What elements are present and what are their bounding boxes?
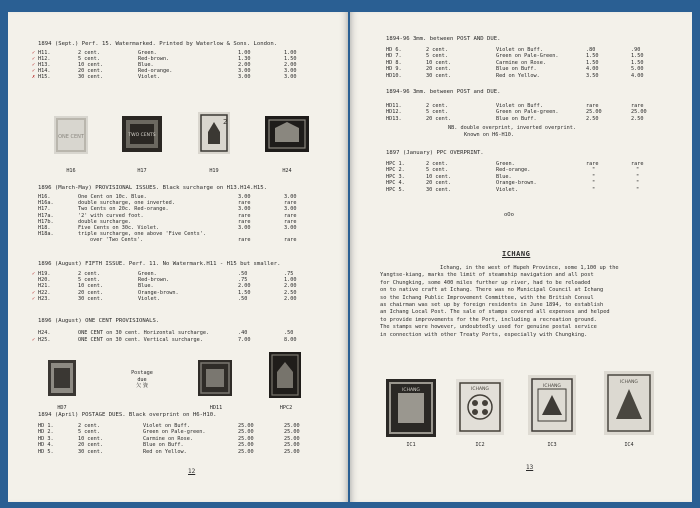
catalogue-number: HD 3.	[38, 435, 54, 442]
catalogue-number: HD 1.	[38, 423, 54, 429]
catalogue-number: HD13.	[386, 115, 402, 122]
catalogue-number: H17a.	[38, 212, 54, 219]
section-title: 1897 (January) PPC OVERPRINT.	[386, 150, 484, 156]
catalogue-number: HD 9.	[386, 66, 402, 73]
stamp-image	[122, 116, 162, 152]
table-row	[386, 174, 670, 180]
price-mint: 1.50	[238, 289, 251, 296]
price-mint: .40	[238, 330, 248, 336]
description: ONE CENT on 30 cent. Vertical surcharge.	[78, 337, 203, 343]
price-mint: .75	[238, 277, 248, 284]
price-used: 1.00	[284, 50, 297, 56]
price-mint: rare	[238, 212, 251, 219]
price-mint: 25.00	[586, 109, 602, 116]
price-used: rare	[284, 212, 297, 219]
price-mint: .80	[586, 47, 596, 53]
stamp-image	[48, 360, 76, 396]
denomination: 30 cent.	[78, 448, 103, 455]
paragraph-line: on to native craft at Ichang. There was no Municipal Council at Ichang	[380, 287, 604, 294]
denomination: 2 cent.	[426, 161, 448, 167]
catalogue-number: H16a.	[38, 200, 54, 207]
price-mint: "	[592, 180, 596, 187]
catalogue-number: HPC 1.	[386, 161, 405, 167]
catalogue-number: H16.	[38, 194, 51, 200]
section-post-and-due-2	[386, 89, 670, 138]
price-used: 8.00	[284, 337, 297, 343]
price-used: 4.00	[631, 72, 644, 79]
section-one-cent-provisionals	[32, 318, 326, 343]
price-used: 1.50	[284, 56, 297, 62]
section-post-and-due	[386, 36, 670, 79]
catalogue-number: H14.	[38, 68, 51, 74]
section-ppc-overprint	[386, 150, 670, 193]
price-used: 3.00	[284, 206, 297, 213]
catalogue-number: H15.	[38, 74, 51, 80]
colour-description: Blue on Buff.	[143, 442, 184, 449]
description: over 'Two Cents'.	[90, 237, 144, 244]
page-number: 12	[188, 468, 196, 475]
svg-text:ONE CENT: ONE CENT	[58, 134, 84, 140]
cross-mark-icon: ✗	[32, 74, 36, 80]
colour-description: Violet.	[138, 74, 160, 80]
table-row	[38, 225, 326, 231]
price-used: .90	[631, 47, 641, 53]
table-row	[386, 103, 670, 109]
stamp-caption: IC4	[624, 442, 634, 448]
denomination: 5 cent.	[78, 429, 100, 436]
price-used: 25.00	[284, 423, 300, 429]
price-mint: 3.00	[238, 206, 251, 213]
table-row	[38, 277, 326, 283]
section-separator: oOo	[504, 212, 514, 218]
section-1894-watermarked	[32, 41, 326, 80]
colour-description: Green on Pale-Green.	[496, 53, 559, 60]
colour-description: Violet on Buff.	[496, 47, 543, 53]
price-used: 3.00	[284, 68, 297, 74]
colour-description: Red on Yellow.	[143, 448, 187, 455]
price-used: 3.00	[284, 225, 297, 231]
colour-description: Green on Pale-green.	[496, 109, 559, 116]
price-used: "	[636, 180, 640, 187]
catalogue-number: HD 7.	[386, 53, 402, 60]
check-mark-icon: ✓	[32, 56, 36, 62]
stamp-caption: HD7	[57, 405, 67, 411]
table-row	[386, 167, 670, 173]
catalogue-number: H18a.	[38, 231, 54, 238]
table-row	[38, 194, 326, 200]
denomination: 30 cent.	[78, 74, 103, 80]
table-row	[38, 213, 326, 219]
section-title: 1894 (Sept.) Perf. 15. Watermarked. Printed by Waterlow & Sons. London.	[38, 41, 278, 47]
catalogue-number: HPC 4.	[386, 180, 405, 187]
price-mint: 3.00	[238, 74, 251, 80]
price-mint: 3.00	[238, 68, 251, 74]
section-1896-fifth-issue	[32, 261, 326, 302]
description: '2' with curved foot.	[78, 212, 144, 219]
denomination: 2 cent.	[426, 103, 448, 109]
right-page	[350, 12, 692, 502]
section-title: 1894-96 3mm. between POST AND DUE.	[386, 36, 501, 42]
table-row	[386, 73, 670, 79]
denomination: 10 cent.	[78, 435, 103, 442]
denomination: 2 cent.	[426, 47, 448, 53]
price-used: rare	[284, 200, 297, 207]
table-row	[38, 237, 326, 243]
stamp-caption: IC3	[547, 442, 557, 448]
table-row	[386, 53, 670, 59]
table-row	[38, 231, 326, 237]
catalogue-number: H17.	[38, 206, 51, 213]
stamp-caption: IC2	[475, 442, 485, 448]
price-used: "	[636, 186, 640, 193]
price-used: 25.00	[284, 442, 300, 449]
table-row	[38, 442, 326, 448]
stamp-image	[604, 371, 654, 435]
price-used: 2.00	[284, 283, 297, 290]
denomination: 2 cent.	[78, 423, 100, 429]
catalogue-number: HD 4.	[38, 442, 54, 449]
denomination: 5 cent.	[426, 167, 448, 174]
table-row	[32, 271, 326, 277]
section-title: 1896 (August) FIFTH ISSUE. Perf. 11. No Watermark.H11 - H15 but smaller.	[38, 261, 281, 267]
description: triple surcharge, one above 'Five Cents'.	[78, 231, 207, 238]
stamp-caption: IC1	[406, 442, 416, 448]
svg-text:ICHANG: ICHANG	[543, 384, 561, 389]
check-mark-icon: ✓	[32, 337, 36, 343]
colour-description: Orange-brown.	[496, 180, 537, 187]
price-mint: rare	[238, 218, 251, 225]
price-used: 25.00	[631, 109, 647, 116]
note-line: Known on H6-H10.	[464, 132, 514, 138]
stamp-caption: HPC2	[279, 405, 293, 411]
paragraph-line: so the Ichang Public Improvement Committee, with the British Consul	[380, 294, 594, 301]
denomination: 2 cent.	[78, 50, 100, 56]
price-mint: 3.00	[238, 194, 251, 200]
catalogue-number: H11.	[38, 50, 51, 56]
check-mark-icon: ✓	[32, 50, 36, 56]
price-mint: 2.00	[238, 283, 251, 290]
paragraph-line: in connection with other Treaty Ports, especially with Chungking.	[380, 331, 588, 338]
table-row	[386, 66, 670, 72]
table-row	[38, 283, 326, 289]
svg-text:2: 2	[223, 118, 228, 126]
stamp-image	[54, 116, 88, 154]
catalogue-number: HD12.	[386, 109, 402, 116]
check-mark-icon: ✓	[32, 289, 36, 296]
colour-description: Violet.	[496, 186, 518, 193]
catalogue-number: H23.	[38, 295, 51, 302]
price-used: .75	[284, 271, 294, 277]
colour-description: Blue.	[138, 283, 154, 290]
price-mint: rare	[586, 103, 599, 109]
colour-description: Green.	[138, 50, 157, 56]
paragraph-line: for Chungking, some 400 miles further up river, had to be reloaded	[380, 279, 591, 286]
table-row	[386, 47, 670, 53]
description: ONE CENT on 30 cent. Horizontal surcharge.	[78, 330, 210, 336]
table-row	[38, 206, 326, 212]
table-row	[38, 219, 326, 225]
price-mint: 1.00	[238, 50, 251, 56]
table-row	[38, 330, 326, 336]
price-used: 25.00	[284, 435, 300, 442]
table-row	[32, 337, 326, 343]
paragraph-line: an Ichang Local Post. The sale of stamps covered all expenses and helped	[380, 309, 610, 316]
section-title: 1896 (August) ONE CENT PROVISIONALS.	[38, 318, 160, 324]
catalogue-number: HD 5.	[38, 448, 54, 455]
svg-text:ICHANG: ICHANG	[402, 388, 420, 393]
table-row	[38, 423, 326, 429]
price-used: rare	[284, 237, 297, 244]
price-mint: 25.00	[238, 429, 254, 436]
table-row	[38, 429, 326, 435]
description: One Cent on 10c. Blue.	[78, 194, 147, 200]
price-used: 1.00	[284, 277, 297, 284]
catalogue-number: HPC 3.	[386, 173, 405, 180]
price-mint: "	[592, 167, 596, 174]
price-mint: rare	[586, 161, 599, 167]
denomination: 5 cent.	[426, 109, 448, 116]
colour-description: Violet on Buff.	[143, 423, 190, 429]
stamp-caption: HD11	[209, 405, 223, 411]
price-mint: rare	[238, 237, 251, 244]
denomination: 30 cent.	[78, 295, 103, 302]
price-used: "	[636, 167, 640, 174]
price-used: .50	[284, 330, 294, 336]
description: Five Cents on 30c. Violet.	[78, 225, 160, 231]
svg-text:TWO CENTS: TWO CENTS	[128, 133, 156, 138]
check-mark-icon: ✓	[32, 271, 36, 277]
denomination: 5 cent.	[426, 53, 448, 60]
stamp-caption: H17	[137, 168, 147, 174]
colour-description: Carmine on Rose.	[496, 59, 546, 66]
denomination: 20 cent.	[426, 66, 451, 73]
catalogue-number: H22.	[38, 289, 51, 296]
denomination: 10 cent.	[426, 173, 451, 180]
overprint-characters: 欠 資	[135, 383, 149, 389]
price-mint: rare	[238, 200, 251, 207]
table-row	[386, 116, 670, 122]
colour-description: Carmine on Rose.	[143, 435, 193, 442]
paragraph-line: as chairman was set up by foreign residents in June 1894, to establish	[380, 302, 604, 309]
price-mint: 25.00	[238, 435, 254, 442]
section-title: 1894-96 3mm. between POST and DUE.	[386, 89, 501, 95]
postage-due-overprint	[130, 370, 154, 390]
price-mint: 3.50	[586, 72, 599, 79]
price-mint: 3.00	[238, 225, 251, 231]
price-used: 5.00	[631, 66, 644, 73]
denomination: 5 cent.	[78, 277, 100, 284]
colour-description: Green on Pale-green.	[143, 429, 206, 436]
price-mint: .50	[238, 271, 248, 277]
price-mint: 2.50	[586, 115, 599, 122]
colour-description: Violet on Buff.	[496, 103, 543, 109]
paragraph-line: to provide improvements for the Port, including a recreation ground.	[380, 316, 597, 323]
price-mint: "	[592, 173, 596, 180]
table-row	[386, 161, 670, 167]
price-used: 2.00	[284, 62, 297, 68]
paragraph-line: Yangtse-kiang, marks the limit of steamship navigation and all post	[380, 272, 594, 279]
check-mark-icon: ✓	[32, 68, 36, 74]
colour-description: Red on Yellow.	[496, 72, 540, 79]
table-row	[386, 109, 670, 115]
table-row	[386, 180, 670, 186]
colour-description: Red-orange.	[496, 167, 531, 174]
price-mint: 25.00	[238, 442, 254, 449]
denomination: 5 cent.	[78, 56, 100, 62]
section-1894-postage-dues	[38, 412, 326, 455]
price-mint: .50	[238, 295, 248, 302]
page-number: 13	[526, 464, 534, 471]
stamp-caption: H19	[209, 168, 219, 174]
price-used: 1.50	[631, 59, 644, 66]
price-used: rare	[631, 161, 644, 167]
table-row	[32, 289, 326, 296]
denomination: 20 cent.	[426, 180, 451, 187]
stamp-image	[269, 352, 301, 398]
stamp-caption: H24	[282, 168, 292, 174]
denomination: 30 cent.	[426, 72, 451, 79]
price-used: "	[636, 173, 640, 180]
price-used: 2.50	[284, 289, 297, 296]
catalogue-number: H20.	[38, 277, 51, 284]
description: Two Cents on 20c. Red-orange.	[78, 206, 169, 213]
stamp-image	[456, 379, 504, 435]
price-mint: 25.00	[238, 423, 254, 429]
colour-description: Blue on Buff.	[496, 115, 537, 122]
catalogue-number: HD11.	[386, 103, 402, 109]
colour-description: Blue.	[138, 62, 154, 68]
check-mark-icon: ✓	[32, 295, 36, 302]
price-used: 3.00	[284, 194, 297, 200]
catalogue-number: HD10.	[386, 72, 402, 79]
paragraph-line: The stamps were however, undoubtedly used for genuine postal service	[380, 324, 597, 331]
table-row	[38, 449, 326, 455]
price-used: 25.00	[284, 429, 300, 436]
colour-description: Red-brown.	[138, 277, 170, 284]
table-row	[32, 74, 326, 80]
section-1896-provisional	[38, 185, 326, 244]
price-mint: 2.00	[238, 62, 251, 68]
stamp-image	[528, 375, 576, 435]
catalogue-number: HPC 2.	[386, 167, 405, 174]
overprint-line: due	[137, 376, 147, 383]
denomination: 10 cent.	[78, 62, 103, 68]
paragraph-line: Ichang, in the west of Hupeh Province, some 1,100 up the	[440, 265, 619, 271]
description: double surcharge.	[78, 218, 132, 225]
denomination: 20 cent.	[78, 442, 103, 449]
svg-text:ICHANG: ICHANG	[620, 380, 638, 385]
section-heading: ICHANG	[502, 250, 531, 258]
price-used: 2.00	[284, 295, 297, 302]
description: double surcharge, one inverted.	[78, 200, 175, 207]
stamp-image	[198, 112, 230, 154]
colour-description: Orange-brown.	[138, 289, 179, 296]
stamp-image	[198, 360, 232, 396]
denomination: 10 cent.	[78, 283, 103, 290]
table-row	[38, 436, 326, 442]
table-row	[386, 187, 670, 193]
table-row	[386, 60, 670, 66]
ichang-paragraph	[380, 265, 670, 339]
price-mint: 1.50	[586, 59, 599, 66]
price-used: 25.00	[284, 448, 300, 455]
table-row	[38, 200, 326, 206]
price-used: rare	[284, 218, 297, 225]
left-page	[8, 12, 348, 502]
denomination: 20 cent.	[78, 68, 103, 74]
check-mark-icon: ✓	[32, 62, 36, 68]
overprint-line: Postage	[131, 370, 153, 376]
catalogue-number: H18.	[38, 225, 51, 231]
catalogue-number: HPC 5.	[386, 186, 405, 193]
colour-description: Green.	[496, 161, 515, 167]
catalogue-number: HD 6.	[386, 47, 402, 53]
colour-description: Violet.	[138, 295, 160, 302]
catalogue-number: H24.	[38, 330, 51, 336]
price-mint: "	[592, 186, 596, 193]
price-used: 3.00	[284, 74, 297, 80]
section-title: 1896 (March-May) PROVISIONAL ISSUES. Black surcharge on H13.H14.H15.	[38, 185, 268, 191]
catalogue-number: H25.	[38, 337, 51, 343]
price-mint: 1.30	[238, 56, 251, 62]
denomination: 20 cent.	[78, 289, 103, 296]
price-used: 1.50	[631, 53, 644, 60]
price-mint: 25.00	[238, 448, 254, 455]
denomination: 10 cent.	[426, 59, 451, 66]
catalogue-number: HD 8.	[386, 59, 402, 66]
colour-description: Red-brown.	[138, 56, 170, 62]
colour-description: Blue.	[496, 173, 512, 180]
catalogue-number: H21.	[38, 283, 51, 290]
colour-description: Green.	[138, 271, 157, 277]
section-title: 1894 (April) POSTAGE DUES. Black overprint on H6-H10.	[38, 412, 217, 418]
price-used: rare	[631, 103, 644, 109]
price-mint: 7.00	[238, 337, 251, 343]
denomination: 30 cent.	[426, 186, 451, 193]
colour-description: Red-orange.	[138, 68, 173, 74]
svg-text:ICHANG: ICHANG	[471, 387, 489, 392]
catalogue-number: HD 2.	[38, 429, 54, 436]
catalogue-number: H19.	[38, 271, 51, 277]
catalogue-number: H13.	[38, 62, 51, 68]
colour-description: Blue on Buff.	[496, 66, 537, 73]
stamp-image	[386, 379, 436, 437]
denomination: 2 cent.	[78, 271, 100, 277]
price-used: 2.50	[631, 115, 644, 122]
table-row	[32, 295, 326, 302]
price-mint: 1.50	[586, 53, 599, 60]
denomination: 20 cent.	[426, 115, 451, 122]
catalogue-number: H17b.	[38, 218, 54, 225]
stamp-caption: H16	[66, 168, 76, 174]
price-mint: 4.00	[586, 66, 599, 73]
note-line: NB. double overprint, inverted overprint.	[448, 125, 577, 131]
stamp-image	[265, 116, 309, 152]
catalogue-number: H12.	[38, 56, 51, 62]
